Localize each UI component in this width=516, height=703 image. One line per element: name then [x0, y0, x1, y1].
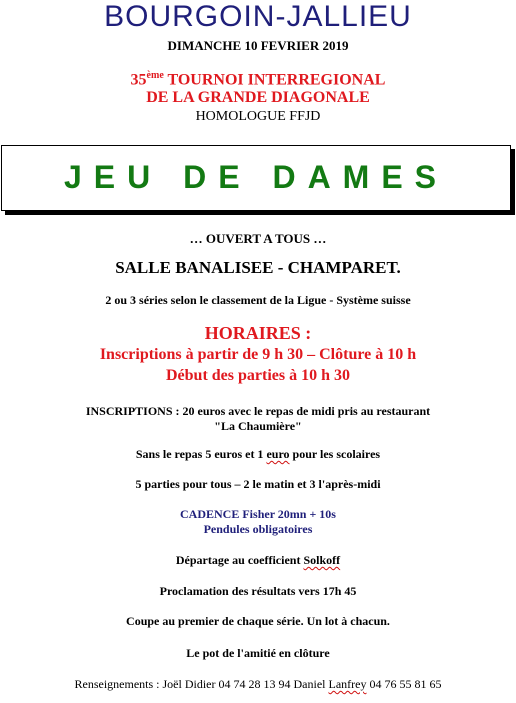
- banner-title: JEU DE DAMES: [63, 159, 449, 195]
- homologation-label: HOMOLOGUE FFJD: [195, 109, 321, 124]
- closing-drink: Le pot de l'amitié en clôture: [186, 646, 330, 660]
- tournament-title-line2: DE LA GRANDE DIAGONALE: [146, 89, 370, 106]
- tournament-title-line1: [0, 70, 516, 89]
- venue-name: SALLE BANALISEE - CHAMPARET.: [115, 258, 401, 277]
- tournament-ordinal-suffix: ème: [146, 70, 164, 81]
- contact-name: Lanfrey: [328, 677, 367, 691]
- fee-without-meal-word: euro: [266, 447, 290, 461]
- schedule-registration: Inscriptions à partir de 9 h 30 – Clôture à 10 h: [99, 346, 417, 363]
- open-to-all-text: … OUVERT A TOUS …: [189, 231, 327, 246]
- tournament-ordinal: 35: [130, 71, 147, 89]
- tiebreak-before: Départage au coefficient: [175, 553, 304, 567]
- fee-without-meal-after: pour les scolaires: [289, 447, 381, 461]
- series-info: 2 ou 3 séries selon le classement de la Ligue - Système suisse: [105, 293, 411, 307]
- cadence-info: CADENCE Fisher 20mn + 10s: [180, 507, 336, 521]
- tiebreak-info: [0, 553, 516, 568]
- prizes-info: Coupe au premier de chaque série. Un lot à chacun.: [126, 614, 390, 628]
- schedule-start: Début des parties à 10 h 30: [165, 367, 350, 384]
- results-announcement: Proclamation des résultats vers 17h 45: [159, 584, 357, 598]
- registration-fee-line1: INSCRIPTIONS : 20 euros avec le repas de midi pris au restaurant: [85, 404, 431, 418]
- registration-fee-line2: "La Chaumière": [214, 419, 302, 433]
- event-date: DIMANCHE 10 FEVRIER 2019: [167, 38, 349, 53]
- contact-before: Renseignements : Joël Didier 04 74 28 13 94 Daniel: [74, 677, 329, 691]
- title-banner: [1, 145, 511, 211]
- fee-without-meal-before: Sans le repas 5 euros et 1: [135, 447, 267, 461]
- tiebreak-word: Solkoff: [303, 553, 341, 567]
- city-title: BOURGOIN-JALLIEU: [104, 0, 412, 33]
- fee-without-meal: [0, 447, 516, 462]
- clocks-required: Pendules obligatoires: [203, 522, 313, 536]
- contact-info: [0, 677, 516, 692]
- contact-after: 04 76 55 81 65: [366, 677, 442, 691]
- tournament-title-rest: TOURNOI INTERREGIONAL: [163, 71, 386, 89]
- games-info: 5 parties pour tous – 2 le matin et 3 l'après-midi: [135, 477, 381, 491]
- schedule-title: HORAIRES :: [204, 323, 312, 343]
